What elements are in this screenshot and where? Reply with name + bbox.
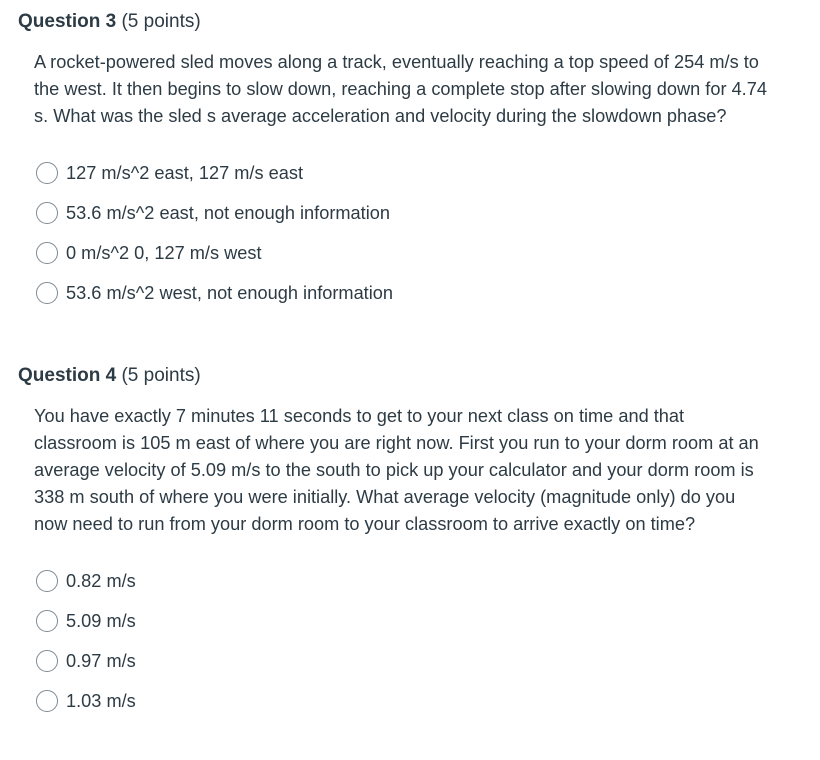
answer-option[interactable] bbox=[36, 233, 808, 273]
question-4 bbox=[18, 364, 808, 721]
answer-option[interactable] bbox=[36, 601, 808, 641]
question-header bbox=[18, 10, 808, 34]
radio-button[interactable] bbox=[36, 650, 58, 672]
question-text: A rocket-powered sled moves along a track, eventually reaching a top speed of 254 m/s to the west. It then begins to slow down, reaching a complete stop after slowing down for 4.74 s. What was the sled s average acceleration and velocity during the slowdown phase? bbox=[34, 52, 767, 126]
question-title: Question 3 bbox=[18, 11, 117, 32]
radio-button[interactable] bbox=[36, 242, 58, 264]
answer-option[interactable] bbox=[36, 681, 808, 721]
question-3 bbox=[18, 10, 808, 313]
question-points: (5 points) bbox=[121, 365, 201, 386]
answer-label[interactable]: 127 m/s^2 east, 127 m/s east bbox=[66, 163, 304, 183]
answer-option[interactable] bbox=[36, 193, 808, 233]
answer-label[interactable]: 5.09 m/s bbox=[66, 611, 136, 631]
answer-list bbox=[18, 561, 808, 721]
question-text: You have exactly 7 minutes 11 seconds to get to your next class on time and that classroom is 105 m east of where you are right now. First you run to your dorm room at an average velocity of 5.09 m/s to the south to pick up your calculator and your dorm room is 338 m south of where you were initially. What average velocity (magnitude only) do you now need to run from your dorm room to your classroom to arrive exactly on time? bbox=[34, 406, 759, 534]
radio-button[interactable] bbox=[36, 202, 58, 224]
answer-list bbox=[18, 153, 808, 313]
radio-button[interactable] bbox=[36, 162, 58, 184]
answer-label[interactable]: 53.6 m/s^2 east, not enough information bbox=[66, 203, 390, 223]
answer-option[interactable] bbox=[36, 153, 808, 193]
question-points: (5 points) bbox=[121, 11, 201, 32]
radio-button[interactable] bbox=[36, 610, 58, 632]
answer-label[interactable]: 53.6 m/s^2 west, not enough information bbox=[66, 283, 394, 303]
answer-label[interactable]: 0 m/s^2 0, 127 m/s west bbox=[66, 243, 262, 263]
answer-label[interactable]: 0.97 m/s bbox=[66, 651, 136, 671]
answer-option[interactable] bbox=[36, 561, 808, 601]
radio-button[interactable] bbox=[36, 690, 58, 712]
answer-label[interactable]: 0.82 m/s bbox=[66, 571, 136, 591]
answer-label[interactable]: 1.03 m/s bbox=[66, 691, 136, 711]
radio-button[interactable] bbox=[36, 570, 58, 592]
question-header bbox=[18, 364, 808, 388]
question-title: Question 4 bbox=[18, 365, 117, 386]
answer-option[interactable] bbox=[36, 641, 808, 681]
radio-button[interactable] bbox=[36, 282, 58, 304]
answer-option[interactable] bbox=[36, 273, 808, 313]
